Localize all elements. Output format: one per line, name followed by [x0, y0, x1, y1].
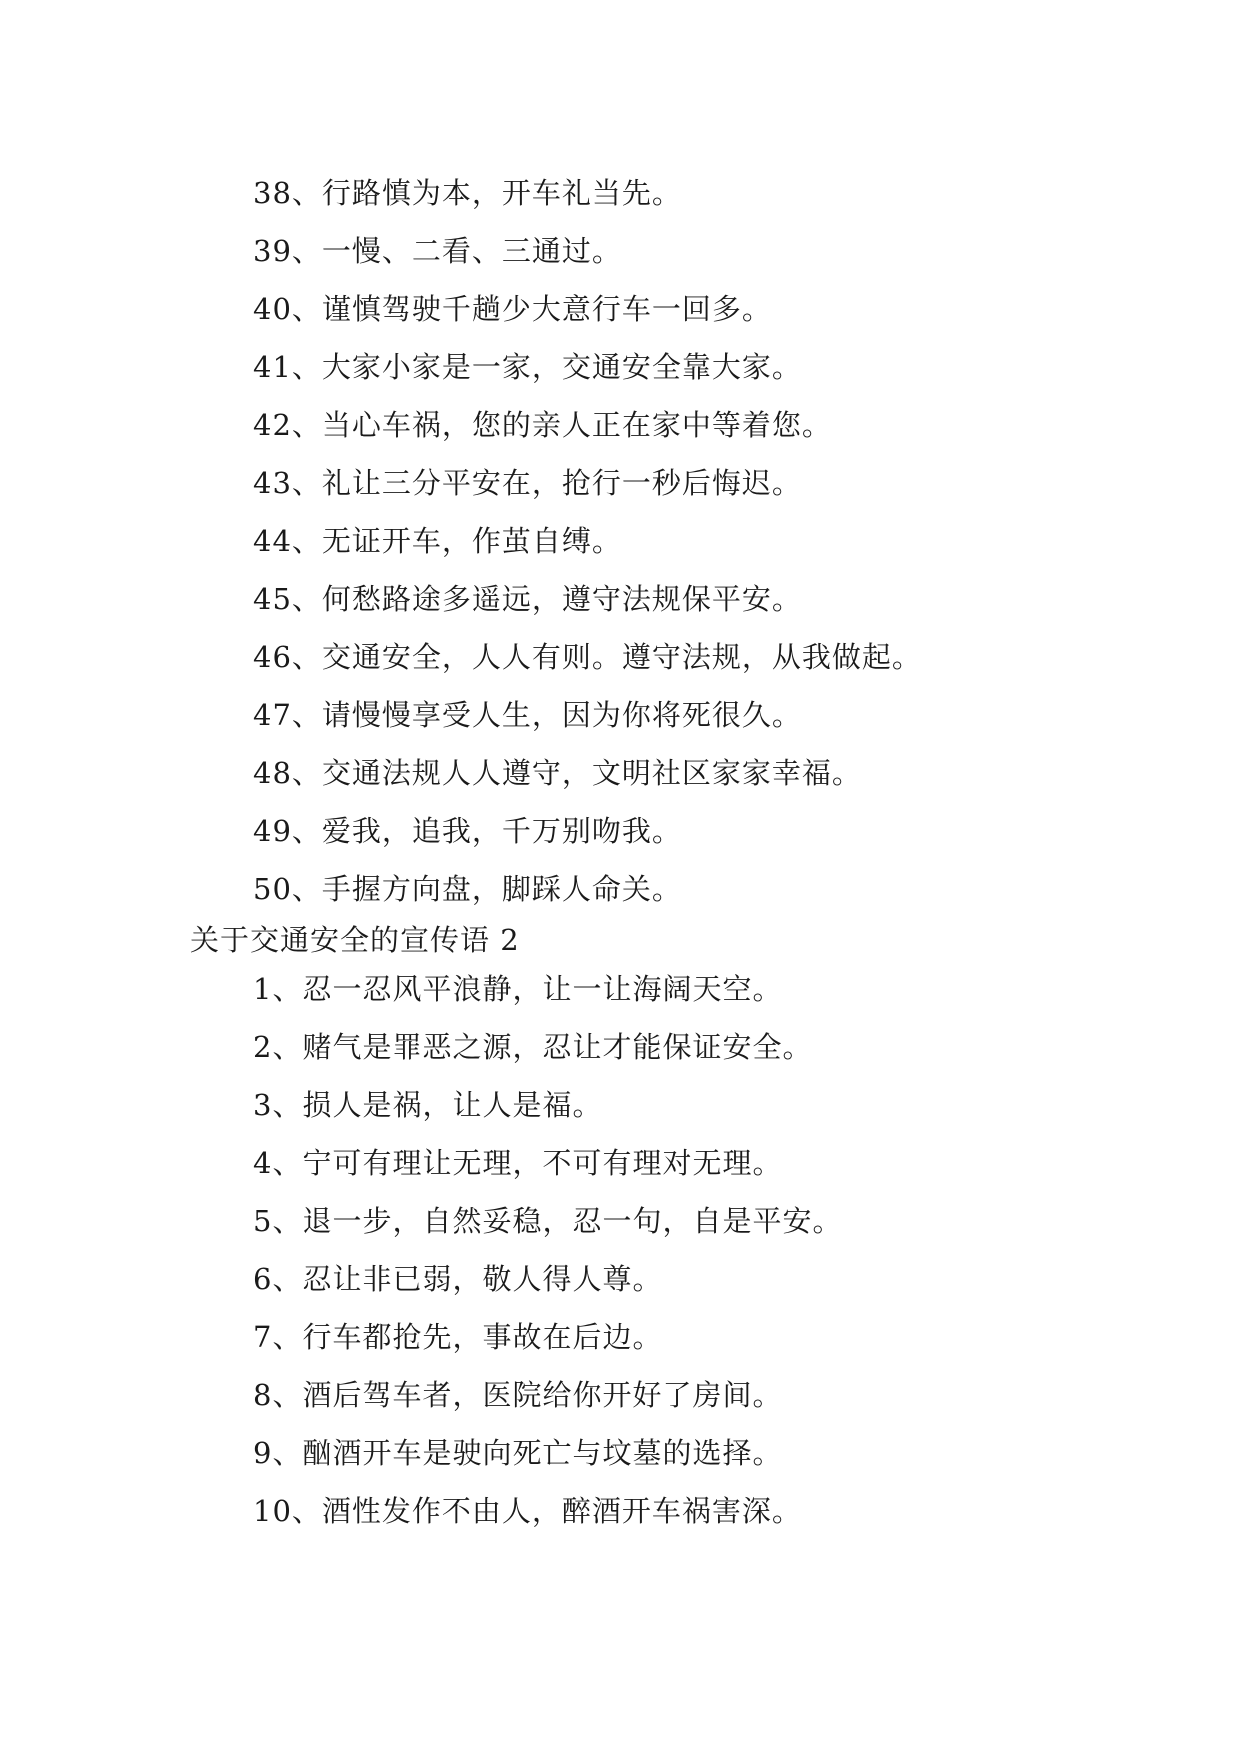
list-item: 42、当心车祸，您的亲人正在家中等着您。	[253, 408, 832, 442]
list-item: 9、酗酒开车是驶向死亡与坟墓的选择。	[253, 1436, 783, 1470]
list-item: 47、请慢慢享受人生，因为你将死很久。	[253, 698, 802, 732]
list-item: 6、忍让非已弱，敬人得人尊。	[253, 1262, 663, 1296]
list-item: 5、退一步，自然妥稳，忍一句，自是平安。	[253, 1204, 843, 1238]
list-item: 39、一慢、二看、三通过。	[253, 234, 622, 268]
slogan-list-section-one	[0, 164, 1241, 918]
list-item: 3、损人是祸，让人是福。	[253, 1088, 603, 1122]
list-item: 41、大家小家是一家，交通安全靠大家。	[253, 350, 802, 384]
list-item: 10、酒性发作不由人，醉酒开车祸害深。	[253, 1494, 802, 1528]
list-item: 46、交通安全，人人有则。遵守法规，从我做起。	[253, 640, 922, 674]
list-item: 48、交通法规人人遵守，文明社区家家幸福。	[253, 756, 862, 790]
section-heading: 关于交通安全的宣传语 2	[190, 923, 520, 957]
list-item: 50、手握方向盘，脚踩人命关。	[253, 872, 682, 906]
list-item: 49、爱我，追我，千万别吻我。	[253, 814, 682, 848]
list-item: 38、行路慎为本，开车礼当先。	[253, 176, 682, 210]
list-item: 45、何愁路途多遥远，遵守法规保平安。	[253, 582, 802, 616]
list-item: 4、宁可有理让无理，不可有理对无理。	[253, 1146, 783, 1180]
list-item: 40、谨慎驾驶千趟少大意行车一回多。	[253, 292, 772, 326]
list-item: 44、无证开车，作茧自缚。	[253, 524, 622, 558]
list-item: 8、酒后驾车者，医院给你开好了房间。	[253, 1378, 783, 1412]
list-item: 2、赌气是罪恶之源，忍让才能保证安全。	[253, 1030, 813, 1064]
list-item: 43、礼让三分平安在，抢行一秒后悔迟。	[253, 466, 802, 500]
list-item: 1、忍一忍风平浪静，让一让海阔天空。	[253, 972, 783, 1006]
list-item: 7、行车都抢先，事故在后边。	[253, 1320, 663, 1354]
slogan-list-section-two	[0, 960, 1241, 1540]
